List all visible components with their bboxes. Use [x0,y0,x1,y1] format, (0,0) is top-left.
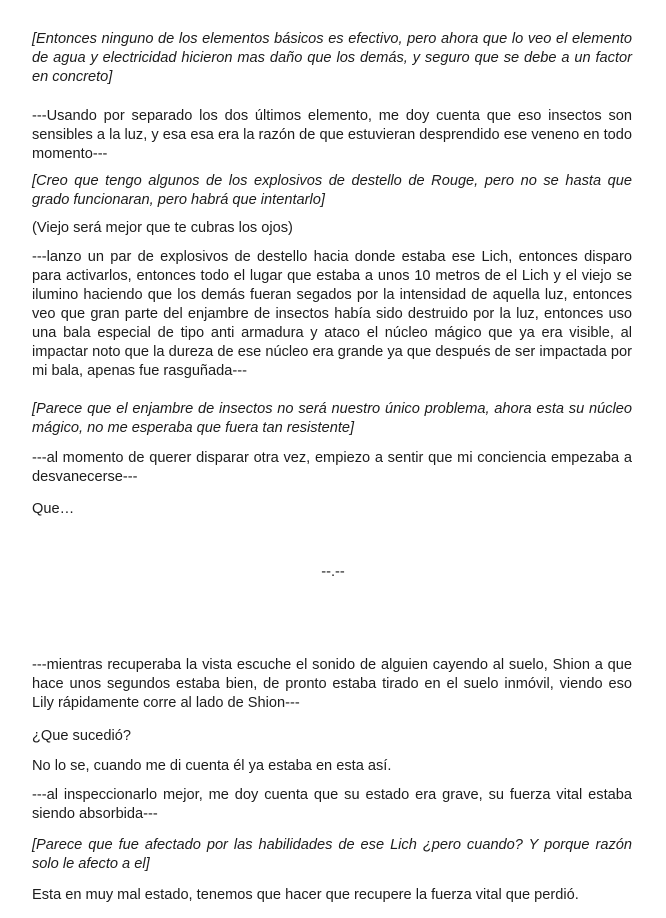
paragraph-thought-3: [Parece que el enjambre de insectos no será nuestro único problema, ahora esta su núcleo mágico, no me esperaba que fuera tan resistente] [32,401,632,436]
paragraph-narration-5: ---al inspeccionarlo mejor, me doy cuenta que su estado era grave, su fuerza vital estaba siendo absorbida--- [32,787,632,822]
paragraph-dialogue-4: No lo se, cuando me di cuenta él ya estaba en esta así. [32,758,392,774]
paragraph-thought-1: [Entonces ninguno de los elementos básicos es efectivo, pero ahora que lo veo el elemento de agua y electricidad hicieron mas daño que los demás, y seguro que se debe a un factor en concreto] [32,31,632,85]
paragraph-dialogue-3: ¿Que sucedió? [32,728,131,744]
scene-separator: --.-- [321,564,345,580]
paragraph-narration-3: ---al momento de querer disparar otra vez, empiezo a sentir que mi conciencia empezaba a desvanecerse--- [32,450,632,485]
paragraph-thought-2: [Creo que tengo algunos de los explosivos de destello de Rouge, pero no se hasta que grado funcionaran, pero habrá que intentarlo] [32,173,632,208]
paragraph-narration-1: ---Usando por separado los dos últimos elemento, me doy cuenta que eso insectos son sensibles a la luz, y esa esa era la razón de que estuvieran desprendido ese veneno en todo momento--- [32,108,632,162]
paragraph-dialogue-1: (Viejo será mejor que te cubras los ojos) [32,220,293,236]
paragraph-dialogue-5: Esta en muy mal estado, tenemos que hacer que recupere la fuerza vital que perdió. [32,887,579,903]
paragraph-thought-4: [Parece que fue afectado por las habilidades de ese Lich ¿pero cuando? Y porque razón solo le afecto a el] [32,837,632,872]
paragraph-dialogue-2: Que… [32,501,75,517]
paragraph-narration-2: ---lanzo un par de explosivos de destello hacia donde estaba ese Lich, entonces disparo para activarlos, entonces todo el lugar que estaba a unos 10 metros de el Lich y el viejo se ilumino haciendo que los demás fueran segados por la intensidad de aquella luz, entonces veo que gran parte del enjambre de insectos había sido destruido por la luz, entonces uso una bala especial de tipo anti armadura y ataco el núcleo mágico que ya era visible, al impactar noto que la dureza de ese núcleo era grande ya que después de ser impactada por mi bala, apenas fue rasguñada--- [32,249,632,379]
paragraph-narration-4: ---mientras recuperaba la vista escuche el sonido de alguien cayendo al suelo, Shion a que hace unos segundos estaba bien, de pronto estaba tirado en el suelo inmóvil, viendo eso Lily rápidamente corre al lado de Shion--- [32,657,632,711]
